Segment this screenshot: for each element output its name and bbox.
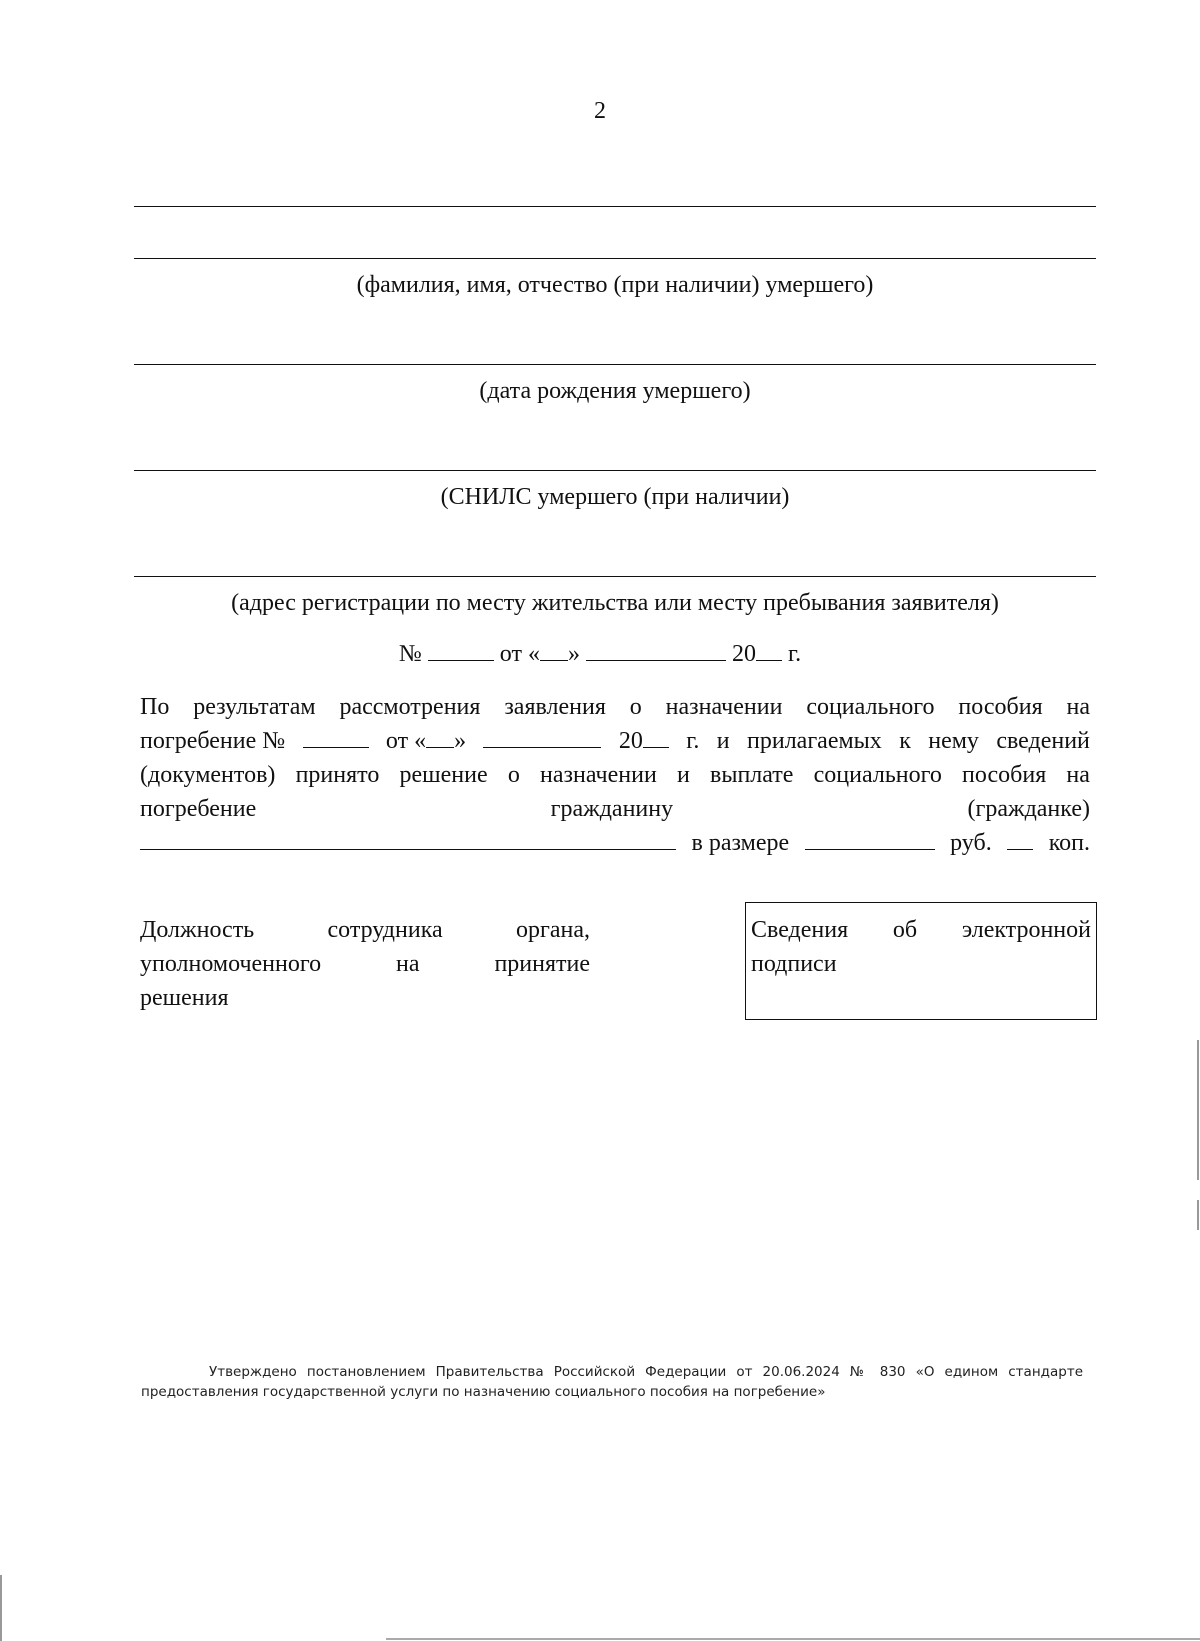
fio-line-2	[134, 258, 1096, 259]
word: решения	[140, 985, 229, 1011]
word: социального	[806, 694, 935, 720]
paragraph-line-2	[140, 724, 1090, 758]
electronic-signature-box	[745, 902, 1097, 1020]
word: подписи	[751, 951, 837, 977]
birth-date-caption: (дата рождения умершего)	[479, 378, 751, 404]
word: гражданину	[550, 796, 674, 822]
word: органа,	[516, 917, 590, 943]
approval-footnote: Утверждено постановлением Правительства Российской Федерации от 20.06.2024 № 830 «О едином стандарте предоставления государственной услуги по назначению социального пособия на погребение»	[141, 1364, 1083, 1400]
address-caption: (адрес регистрации по месту жительства или месту пребывания заявителя)	[231, 590, 999, 616]
rub-label: руб.	[950, 830, 992, 856]
from-label: от «	[385, 728, 427, 754]
word: принятие	[494, 951, 590, 977]
word: результатам	[193, 694, 316, 720]
year-prefix: 20	[618, 728, 643, 754]
word: г.	[686, 728, 700, 754]
snils-line	[134, 470, 1096, 471]
amount-rub-blank[interactable]	[805, 827, 935, 850]
paragraph-line-5	[140, 826, 1090, 860]
word: к	[899, 728, 911, 754]
month-blank[interactable]	[586, 638, 726, 661]
number-blank[interactable]	[428, 638, 494, 661]
word: пособия	[962, 762, 1047, 788]
word: электронной	[961, 917, 1091, 943]
word: назначении	[540, 762, 657, 788]
application-number-blank[interactable]	[303, 725, 369, 748]
word: сведений	[996, 728, 1090, 754]
address-line	[134, 576, 1096, 577]
year-prefix: 20	[731, 641, 756, 667]
application-day-blank[interactable]	[426, 725, 454, 748]
decision-paragraph	[140, 690, 1090, 860]
recipient-name-blank[interactable]	[140, 827, 676, 850]
fio-caption: (фамилия, имя, отчество (при наличии) умершего)	[356, 272, 874, 298]
application-number-label: погребение №	[140, 728, 286, 754]
word: уполномоченного	[140, 951, 322, 977]
scan-edge-mark	[0, 1575, 2, 1641]
year-blank[interactable]	[756, 638, 782, 661]
word: принято	[295, 762, 380, 788]
paragraph-line-3	[140, 758, 1090, 792]
year-suffix: г.	[787, 641, 802, 667]
official-line-2	[140, 947, 590, 981]
application-month-blank[interactable]	[483, 725, 601, 748]
scan-edge-mark	[1197, 1040, 1199, 1180]
word: Сведения	[751, 917, 849, 943]
word: рассмотрения	[339, 694, 481, 720]
word: на	[396, 951, 420, 977]
word: Должность	[140, 917, 255, 943]
word: и	[716, 728, 730, 754]
word: назначении	[665, 694, 783, 720]
word: (гражданке)	[967, 796, 1090, 822]
amount-kop-blank[interactable]	[1007, 827, 1033, 850]
word: нему	[928, 728, 979, 754]
official-position-block	[140, 913, 590, 1015]
word: пособия	[958, 694, 1043, 720]
word: о	[629, 694, 642, 720]
paragraph-line-1	[140, 690, 1090, 724]
number-sign: №	[398, 641, 422, 667]
quote-close: »	[567, 641, 580, 667]
official-line-1	[140, 913, 590, 947]
birth-date-line	[134, 364, 1096, 365]
word: заявления	[504, 694, 606, 720]
word: на	[1066, 694, 1090, 720]
signature-line-1	[751, 913, 1091, 947]
quote-close: »	[454, 728, 467, 754]
word: выплате	[710, 762, 794, 788]
scan-edge-mark	[1197, 1200, 1199, 1230]
application-year	[619, 724, 669, 758]
snils-caption: (СНИЛС умершего (при наличии)	[440, 484, 790, 510]
kop-label: коп.	[1048, 830, 1090, 856]
word: сотрудника	[327, 917, 443, 943]
word: решение	[399, 762, 488, 788]
word: По	[140, 694, 170, 720]
application-date	[386, 724, 466, 758]
amount-label: в размере	[691, 830, 790, 856]
fio-line-1	[134, 206, 1096, 207]
paragraph-line-4	[140, 792, 1090, 826]
signature-line-2	[751, 947, 1091, 981]
word: погребение	[140, 796, 257, 822]
day-blank[interactable]	[540, 638, 568, 661]
word: о	[507, 762, 520, 788]
official-line-3	[140, 981, 590, 1015]
application-year-blank[interactable]	[643, 725, 669, 748]
word: об	[892, 917, 918, 943]
word: и	[676, 762, 690, 788]
page-number: 2	[594, 98, 606, 124]
word: социального	[813, 762, 942, 788]
word: (документов)	[140, 762, 276, 788]
decision-number-line	[0, 638, 1200, 668]
from-label: от «	[499, 641, 540, 667]
word: на	[1066, 762, 1090, 788]
scan-bottom-edge	[386, 1638, 1200, 1640]
word: прилагаемых	[747, 728, 882, 754]
